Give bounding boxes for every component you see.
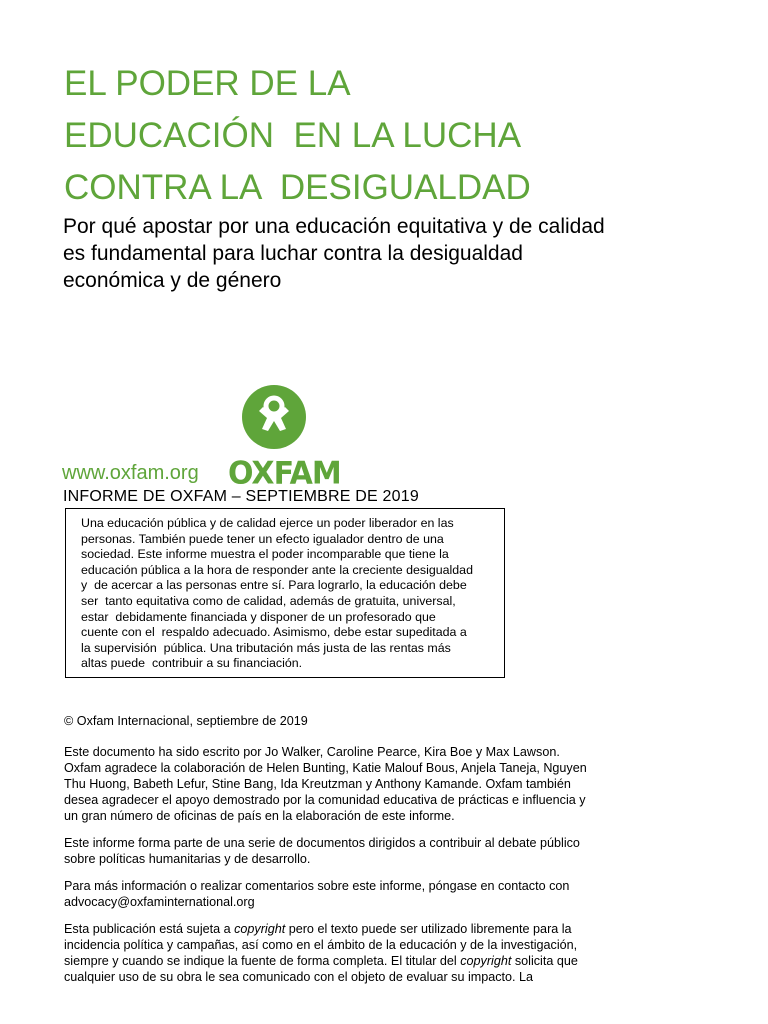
paragraph-line: cualquier uso de su obra le sea comunicado con el objeto de evaluar su impacto. La bbox=[64, 970, 534, 984]
paragraph-line bbox=[64, 953, 624, 969]
paragraph-line: Oxfam agradece la colaboración de Helen Bunting, Katie Malouf Bous, Anjela Taneja, Nguyen bbox=[64, 761, 587, 775]
summary-line: personas. También puede tener un efecto igualador dentro de una bbox=[81, 531, 444, 546]
summary-line: ser tanto equitativa como de calidad, además de gratuita, universal, bbox=[81, 593, 456, 608]
license-emphasis: copyright bbox=[460, 954, 512, 968]
license-text: solicita que bbox=[511, 954, 578, 968]
subtitle-line: es fundamental para luchar contra la desigualdad bbox=[63, 242, 523, 265]
license-text: Esta publicación está sujeta a bbox=[64, 922, 235, 936]
title-line: EL PODER DE LA bbox=[64, 64, 351, 103]
license-text: siempre y cuando se indique la fuente de forma completa. El titular del bbox=[64, 954, 461, 968]
paragraph-line: incidencia política y campañas, así como en el ámbito de la educación y de la investigación, bbox=[64, 938, 578, 952]
summary-line: educación pública a la hora de responder ante la creciente desigualdad bbox=[81, 562, 473, 577]
summary-line: Una educación pública y de calidad ejerce un poder liberador en las bbox=[81, 516, 454, 530]
paragraph-line: desea agradecer el apoyo demostrado por la comunidad educativa de prácticas e influencia y bbox=[64, 793, 586, 807]
summary-box bbox=[65, 508, 505, 678]
paragraph-line bbox=[64, 921, 624, 937]
series-paragraph bbox=[64, 835, 624, 867]
license-paragraph bbox=[64, 921, 624, 985]
report-title bbox=[64, 58, 724, 214]
subtitle-line: Por qué apostar por una educación equitativa y de calidad bbox=[63, 215, 605, 238]
document-body bbox=[64, 713, 624, 996]
license-emphasis: copyright bbox=[234, 922, 286, 936]
paragraph-line: Thu Huong, Babeth Lefur, Stine Bang, Ida Kreutzman y Anthony Kamande. Oxfam también bbox=[64, 777, 571, 791]
summary-line: y de acercar a las personas entre sí. Para lograrlo, la educación debe bbox=[81, 578, 467, 593]
summary-line: sociedad. Este informe muestra el poder incomparable que tiene la bbox=[81, 547, 449, 562]
paragraph-line: un gran número de oficinas de país en la elaboración de este informe. bbox=[64, 809, 455, 823]
title-line: EDUCACIÓN EN LA LUCHA bbox=[64, 116, 522, 155]
authors-paragraph bbox=[64, 744, 624, 824]
contact-email-link[interactable]: advocacy@oxfaminternational.org bbox=[64, 895, 255, 909]
subtitle-line: económica y de género bbox=[63, 269, 282, 292]
copyright-text: © Oxfam Internacional, septiembre de 2019 bbox=[64, 714, 308, 728]
report-date-line: INFORME DE OXFAM – SEPTIEMBRE DE 2019 bbox=[63, 488, 419, 505]
paragraph-line: Este documento ha sido escrito por Jo Walker, Caroline Pearce, Kira Boe y Max Lawson. bbox=[64, 745, 560, 759]
title-line: CONTRA LA DESIGUALDAD bbox=[64, 168, 531, 207]
report-subtitle bbox=[63, 213, 743, 294]
oxfam-figure-icon bbox=[242, 385, 306, 449]
license-text: pero el texto puede ser utilizado libremente para la bbox=[285, 922, 572, 936]
summary-line: estar debidamente financiada y disponer de un profesorado que bbox=[81, 609, 436, 624]
summary-line: altas puede contribuir a su financiación. bbox=[81, 656, 303, 671]
oxfam-logo-icon bbox=[242, 385, 306, 449]
copyright-notice bbox=[64, 713, 624, 729]
summary-line: la supervisión pública. Una tributación más justa de las rentas más bbox=[81, 640, 451, 655]
paragraph-line: Para más información o realizar comentarios sobre este informe, póngase en contacto con bbox=[64, 879, 570, 893]
website-link[interactable]: www.oxfam.org bbox=[62, 462, 199, 484]
oxfam-wordmark: OXFAM bbox=[228, 455, 341, 492]
paragraph-line: Este informe forma parte de una serie de documentos dirigidos a contribuir al debate público bbox=[64, 836, 580, 850]
summary-line: cuente con el respaldo adecuado. Asimismo, debe estar supeditada a bbox=[81, 625, 467, 640]
contact-paragraph bbox=[64, 878, 624, 910]
paragraph-line: sobre políticas humanitarias y de desarrollo. bbox=[64, 852, 311, 866]
